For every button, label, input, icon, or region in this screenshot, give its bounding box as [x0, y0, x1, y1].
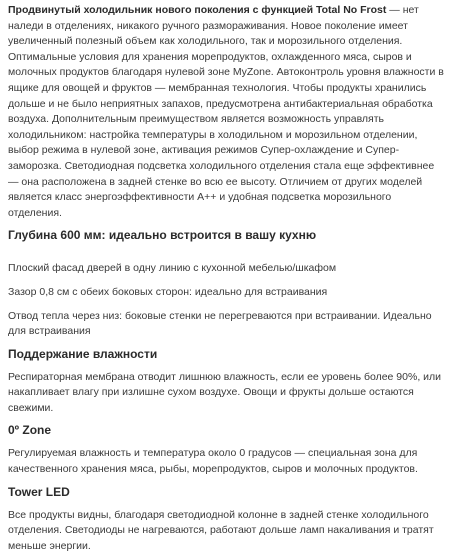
depth-paragraph-heat: Отвод тепла через низ: боковые стенки не перегреваются при встраивании. Идеально для встраивания: [8, 309, 432, 338]
humidity-paragraph: Респираторная мембрана отводит лишнюю влажность, если ее уровень более 90%, или накапливает влагу при излишне сухом воздухе. Овощи и фрукты дольше остаются свежими.: [8, 370, 442, 414]
section-heading-depth: Глубина 600 мм: идеально встроится в вашу кухню: [8, 228, 317, 243]
intro-lead: Продвинутый холодильник нового поколения с функцией Total No Frost: [8, 4, 387, 16]
intro-paragraph: [8, 3, 446, 221]
zero-zone-paragraph: Регулируемая влажность и температура около 0 градусов — специальная зона для качественного хранения мяса, рыбы, морепродуктов, сыров и молочных продуктов.: [8, 447, 418, 476]
section-heading-zero-zone: 0º Zone: [8, 423, 52, 438]
tower-led-paragraph: Все продукты видны, благодаря светодиодной колонне в задней стенке холодильного отделения. Светодиоды не нагреваются, работают дольше ламп накаливания и тратят меньше энергии.: [8, 508, 434, 552]
section-heading-tower-led: Tower LED: [8, 484, 70, 499]
depth-paragraph-facade: Плоский фасад дверей в одну линию с кухонной мебелью/шкафом: [8, 262, 337, 275]
section-heading-humidity: Поддержание влажности: [8, 346, 158, 361]
depth-paragraph-gap: Зазор 0,8 см с обеих боковых сторон: идеально для встраивания: [8, 285, 328, 298]
intro-text: — нет наледи в отделениях, никакого ручного размораживания. Новое поколение имеет увеличенный полезный объем как холодильного, так и морозильного отделения. Оптимальные условия для хранения морепродуктов, охлажденного мяса, сыров и молочных продуктов благодаря нулевой зоне MyZone. Автоконтроль уровня влажности в ящике для овощей и фруктов — мембранная технология. Чтобы продукты хранились дольше и не было неприятных запахов, предусмотрена антибактериальная обработка воздуха. Дополнительным преимуществом является возможность управлять холодильником: настройка температуры в холодильном и морозильном отделении, выбор режима в нулевой зоне, активация режимов Супер-охлаждение и Супер-заморозка. Светодиодная подсветка холодильного отделения стала еще эффективнее — она расположена в задней стенке во всю ее высоту. Отличием от других моделей является класс энергоэффективности А++ и удобная подсветка морозильного отделения.: [8, 4, 444, 219]
